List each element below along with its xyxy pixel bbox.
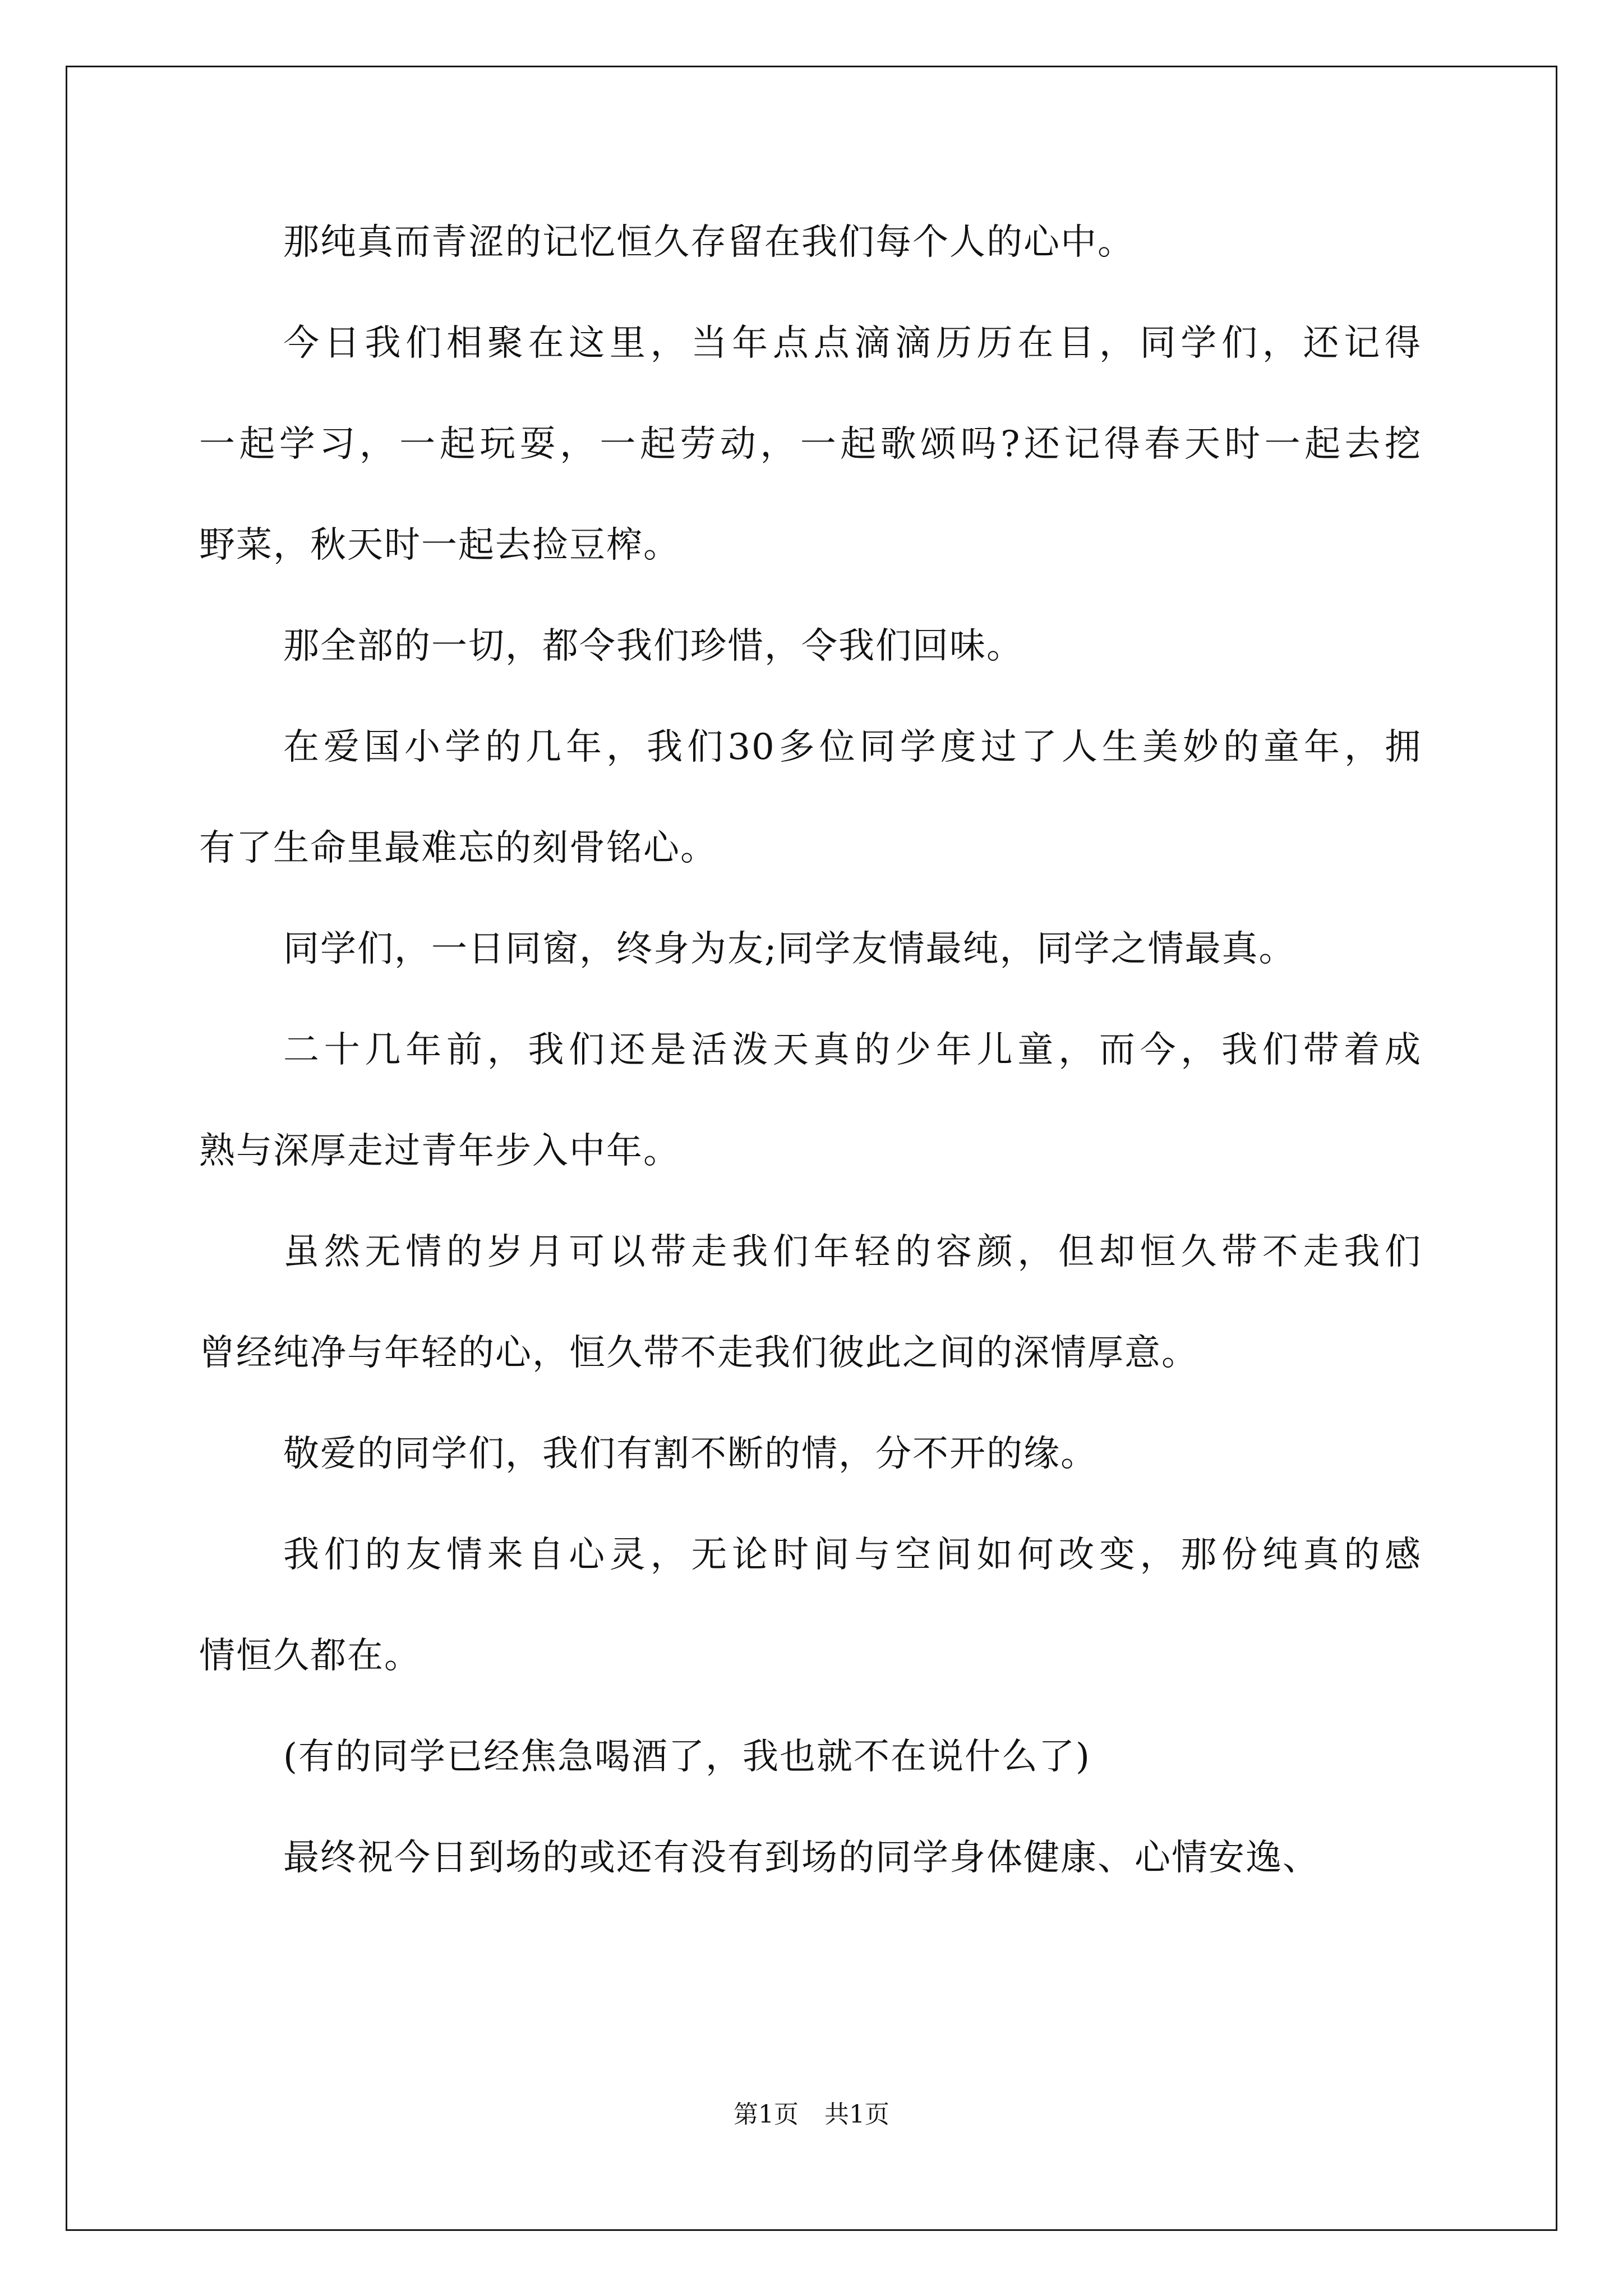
paragraph-line: 熟与深厚走过青年步入中年。: [199, 1130, 680, 1172]
paragraph-line: 一起学习，一起玩耍，一起劳动，一起歌颂吗?还记得春天时一起去挖: [199, 424, 1422, 465]
paragraph-line: (有的同学已经焦急喝酒了，我也就不在说什么了): [283, 1736, 1091, 1778]
paragraph-line: 今日我们相聚在这里，当年点点滴滴历历在目，同学们，还记得: [283, 323, 1422, 364]
page-total: 共1页: [824, 2100, 889, 2129]
paragraph-line: 同学们，一日同窗，终身为友;同学友情最纯，同学之情最真。: [283, 928, 1296, 970]
paragraph-line: 敬爱的同学们，我们有割不断的情，分不开的缘。: [283, 1433, 1098, 1475]
paragraph-line: 那纯真而青涩的记忆恒久存留在我们每个人的心中。: [283, 222, 1135, 263]
page-number: 第1页: [734, 2100, 799, 2129]
paragraph-line: 曾经纯净与年轻的心，恒久带不走我们彼此之间的深情厚意。: [199, 1332, 1198, 1374]
paragraph-line: 在爱国小学的几年，我们30多位同学度过了人生美妙的童年，拥: [283, 726, 1422, 768]
paragraph-line: 二十几年前，我们还是活泼天真的少年儿童，而今，我们带着成: [283, 1029, 1422, 1071]
page-footer: [0, 2099, 1623, 2131]
paragraph-line: 虽然无情的岁月可以带走我们年轻的容颜，但却恒久带不走我们: [283, 1231, 1422, 1273]
paragraph-line: 我们的友情来自心灵，无论时间与空间如何改变，那份纯真的感: [283, 1534, 1422, 1576]
paragraph-line: 有了生命里最难忘的刻骨铭心。: [199, 827, 717, 869]
paragraph-line: 野菜，秋天时一起去捡豆榨。: [199, 524, 680, 566]
paragraph-line: 最终祝今日到场的或还有没有到场的同学身体健康、心情安逸、: [283, 1837, 1320, 1879]
paragraph-line: 那全部的一切，都令我们珍惜，令我们回味。: [283, 625, 1023, 667]
paragraph-line: 情恒久都在。: [199, 1635, 421, 1677]
